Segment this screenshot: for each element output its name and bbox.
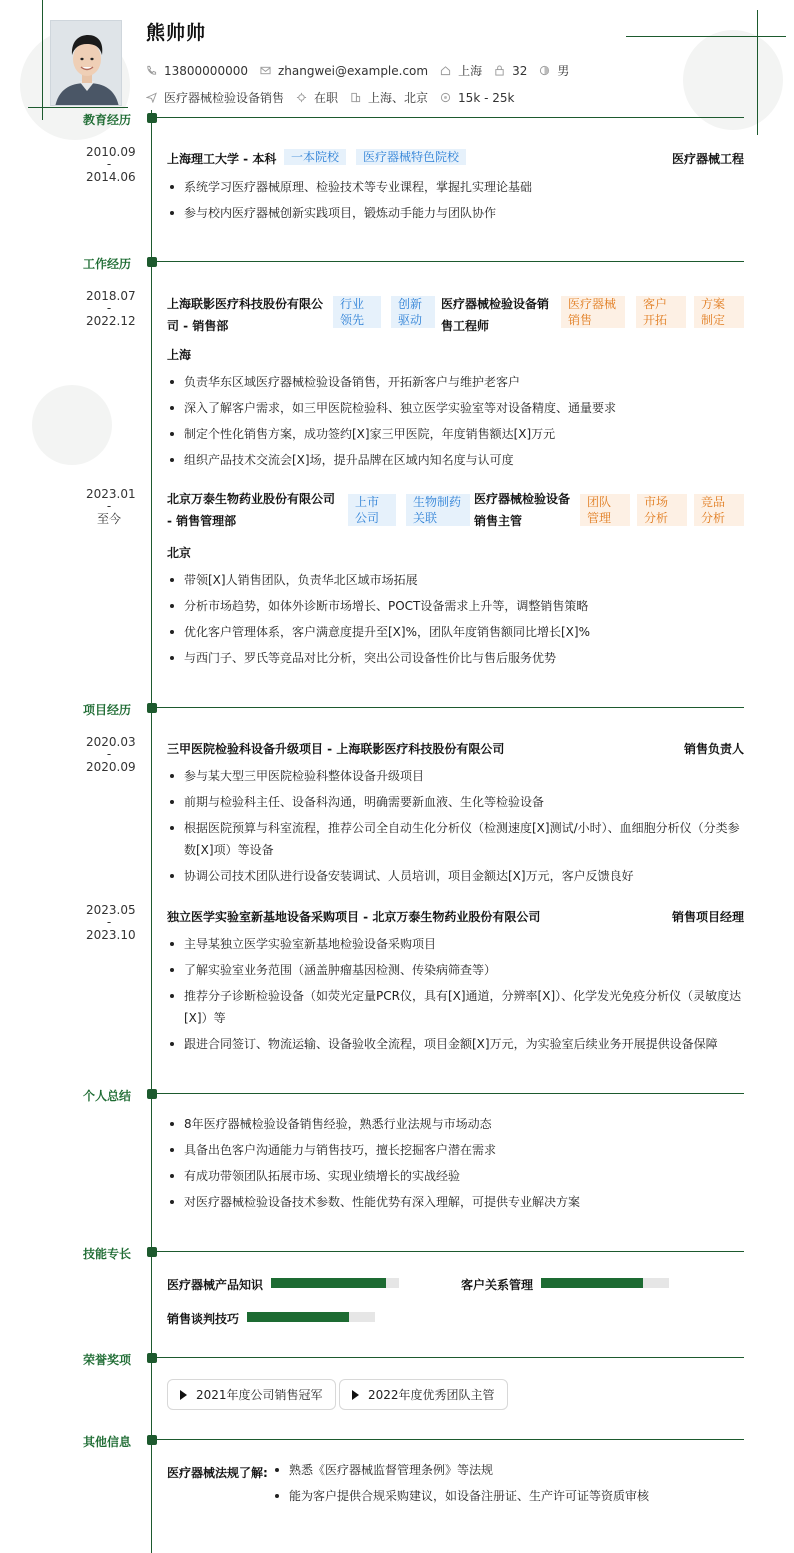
role-line: 医疗器械检验设备销 [441,297,550,311]
age-value: 32 [512,63,528,78]
play-icon [180,1390,187,1400]
project-title: 独立医学实验室新基地设备采购项目 - 北京万泰生物药业股份有限公司 [167,910,541,924]
list-item: 前期与检验科主任、设备科沟通，明确需要新血液、生化等检验设备 [167,789,747,815]
skill-name: 医疗器械产品知识 [167,1278,264,1292]
work-date [86,487,136,526]
date-start: 2023.01 [86,487,136,501]
work-bullets [167,369,747,473]
timeline-axis [151,110,152,1553]
list-item: 负责华东区域医疗器械检验设备销售，开拓新客户与维护老客户 [167,369,747,395]
company-tag [348,494,396,526]
section-divider [157,117,744,118]
work-city: 北京 [167,546,192,560]
company-line: 司 - 销售部 [167,319,229,333]
list-item: 跟进合同签订、物流运输、设备验收全流程，项目金额[X]万元，为实验室后续业务开展提供设备保障 [167,1031,747,1057]
education-tag: 医疗器械特色院校 [356,149,466,165]
role-line: 销售主管 [474,514,523,528]
skill-name: 客户关系管理 [461,1278,534,1292]
list-item: 协调公司技术团队进行设备安装调试、人员培训，项目金额达[X]万元，客户反馈良好 [167,863,747,889]
candidate-name: 熊帅帅 [146,22,207,44]
status-item [296,89,338,106]
list-item: 根据医院预算与科室流程，推荐公司全自动生化分析仪（检测速度[X]测试/小时）、血细胞分析仪（分类参数[X]项）等设备 [167,815,747,863]
section-divider [157,707,744,708]
list-item: 参与校内医疗器械创新实践项目，锻炼动手能力与团队协作 [167,200,747,226]
skill-tag [637,494,687,526]
section-title-other: 其他信息 [83,1435,132,1449]
email-item [260,64,428,78]
list-item: 带领[X]人销售团队，负责华北区域市场拓展 [167,567,747,593]
list-item: 组织产品技术交流会[X]场，提升品牌在区域内知名度与认可度 [167,447,747,473]
company-tag [406,494,470,526]
tag-line: 生物制药 [413,495,462,509]
section-marker [147,113,157,123]
project-bullets [167,931,747,1057]
decor-circle-top-right [683,30,783,130]
phone-value: 13800000000 [164,63,248,78]
gender-value: 男 [557,64,570,78]
skill-bar [541,1278,669,1288]
company-line: 上海联影医疗科技股份有限公 [167,297,324,311]
gender-item [539,62,569,79]
tag-line: 领先 [340,313,365,327]
list-item: 分析市场趋势，如体外诊断市场增长、POCT设备需求上升等，调整销售策略 [167,593,747,619]
tag-line: 开拓 [643,313,668,327]
salary-value: 15k - 25k [458,90,515,105]
skill-bar-fill [541,1278,643,1288]
list-item: 推荐分子诊断检验设备（如荧光定量PCR仪，具有[X]通道，分辨率[X]）、化学发光免疫分析仪（灵敏度达[X]）等 [167,983,747,1031]
age-icon [494,65,505,76]
project-date [86,735,136,774]
tag-line: 行业 [340,297,365,311]
tag-line: 分析 [701,511,726,525]
status-value: 在职 [314,91,339,105]
target-city-item [350,89,428,106]
tag-line: 医疗器械 [568,297,617,311]
coin-icon [440,92,451,103]
list-item: 系统学习医疗器械原理、检验技术等专业课程，掌握扎实理论基础 [167,174,747,200]
summary-bullets [167,1111,747,1215]
section-divider [157,1439,744,1440]
section-divider [157,1093,744,1094]
phone-item [146,64,248,78]
city-value: 上海 [458,64,483,78]
list-item: 深入了解客户需求，如三甲医院检验科、独立医学实验室等对设备精度、通量要求 [167,395,747,421]
target-job-item [146,89,284,106]
section-marker [147,1435,157,1445]
list-item: 与西门子、罗氏等竞品对比分析，突出公司设备性价比与售后服务优势 [167,645,747,671]
target-job-value: 医疗器械检验设备销售 [164,91,285,105]
home-icon [440,65,451,76]
city-item [440,62,482,79]
section-title-projects: 项目经历 [83,703,132,717]
age-item [494,64,527,78]
section-divider [157,1357,744,1358]
role-line: 医疗器械检验设备 [474,492,571,506]
list-item: 能为客户提供合规采购建议，如设备注册证、生产许可证等资质审核 [272,1483,742,1509]
list-item: 有成功带领团队拓展市场、实现业绩增长的实战经验 [167,1163,747,1189]
date-start: 2020.03 [86,735,136,749]
section-marker [147,1247,157,1257]
section-marker [147,257,157,267]
company-tag [333,296,381,328]
section-marker [147,1089,157,1099]
award-badge [167,1379,336,1410]
tag-line: 分析 [644,511,669,525]
tag-line: 管理 [587,511,612,525]
list-item: 8年医疗器械检验设备销售经验，熟悉行业法规与市场动态 [167,1111,747,1137]
date-dash: - [106,499,112,513]
list-item: 主导某独立医学实验室新基地检验设备采购项目 [167,931,747,957]
skill-bar-fill [247,1312,349,1322]
tag-line: 驱动 [398,313,423,327]
decor-line-left-vertical [42,0,43,120]
date-dash: - [106,915,112,929]
section-title-education: 教育经历 [83,113,132,127]
tag-line: 竞品 [701,495,726,509]
skill-bar [247,1312,375,1322]
education-date [86,145,136,184]
tag-line: 客户 [643,297,668,311]
tag-line: 关联 [413,511,438,525]
other-bullets [272,1457,742,1509]
education-bullets [167,174,747,226]
tag-line: 上市 [355,495,380,509]
date-end: 2022.12 [86,314,136,328]
skill-bar [271,1278,399,1288]
list-item: 参与某大型三甲医院检验科整体设备升级项目 [167,763,747,789]
education-major: 医疗器械工程 [671,152,744,166]
list-item: 熟悉《医疗器械监督管理条例》等法规 [272,1457,742,1483]
list-item: 了解实验室业务范围（涵盖肿瘤基因检测、传染病筛查等） [167,957,747,983]
tag-line: 创新 [398,297,423,311]
date-dash: - [106,747,112,761]
mail-icon [260,65,271,76]
education-tag: 一本院校 [284,149,346,165]
date-end: 2020.09 [86,760,136,774]
email-value: zhangwei@example.com [277,63,429,78]
skill-tag [694,494,744,526]
work-role [474,488,570,532]
project-role: 销售负责人 [683,742,744,756]
tag-line: 方案 [701,297,726,311]
send-icon [146,92,157,103]
role-line: 售工程师 [441,319,490,333]
decor-line-left-horizontal [28,107,128,108]
intent-row [146,89,526,106]
contact-row [146,62,581,79]
skill-name: 销售谈判技巧 [167,1312,240,1326]
company-line: 北京万泰生物药业股份有限公司 [167,492,336,506]
section-marker [147,1353,157,1363]
status-icon [296,92,307,103]
section-marker [147,703,157,713]
list-item: 优化客户管理体系，客户满意度提升至[X]%，团队年度销售额同比增长[X]% [167,619,747,645]
list-item: 制定个性化销售方案，成功签约[X]家三甲医院，年度销售额达[X]万元 [167,421,747,447]
tag-line: 公司 [355,511,380,525]
section-divider [157,1251,744,1252]
date-dash: - [106,301,112,315]
avatar [50,20,122,106]
date-start: 2010.09 [86,145,136,159]
tag-line: 团队 [587,495,612,509]
company-tag [391,296,435,328]
date-dash: - [106,157,112,171]
skill-tag [636,296,686,328]
skill-tag [561,296,625,328]
date-end: 2023.10 [86,928,136,942]
tag-line: 市场 [644,495,669,509]
target-city-value: 上海、北京 [368,91,429,105]
project-date [86,903,136,942]
tag-line: 制定 [701,313,726,327]
list-item: 对医疗器械检验设备技术参数、性能优势有深入理解，可提供专业解决方案 [167,1189,747,1215]
award-label: 2021年度公司销售冠军 [196,1388,323,1402]
date-start: 2018.07 [86,289,136,303]
section-title-skills: 技能专长 [83,1247,132,1261]
building-icon [350,92,361,103]
project-role: 销售项目经理 [671,910,744,924]
work-city: 上海 [167,348,192,362]
work-company [167,293,323,337]
other-label: 医疗器械法规了解: [167,1466,268,1480]
salary-item [440,91,514,105]
work-company [167,488,335,532]
decor-line-right-vertical [757,10,758,135]
play-icon [352,1390,359,1400]
date-start: 2023.05 [86,903,136,917]
section-divider [157,261,744,262]
section-title-work: 工作经历 [83,257,132,271]
award-label: 2022年度优秀团队主管 [368,1388,495,1402]
tag-line: 销售 [568,313,593,327]
work-role [441,293,549,337]
education-school: 上海理工大学 - 本科 [167,152,277,166]
work-date [86,289,136,328]
skill-bar-fill [271,1278,386,1288]
decor-line-right-horizontal [626,36,786,37]
section-title-honors: 荣誉奖项 [83,1353,132,1367]
date-end: 2014.06 [86,170,136,184]
project-bullets [167,763,747,889]
date-end: 至今 [96,512,121,526]
project-title: 三甲医院检验科设备升级项目 - 上海联影医疗科技股份有限公司 [167,742,505,756]
skill-tag [580,494,630,526]
skill-tag [694,296,744,328]
work-bullets [167,567,747,671]
decor-circle-mid-left [32,385,112,465]
phone-icon [146,65,157,76]
section-title-summary: 个人总结 [83,1089,132,1103]
list-item: 具备出色客户沟通能力与销售技巧，擅长挖掘客户潜在需求 [167,1137,747,1163]
gender-icon [539,65,550,76]
award-badge [339,1379,508,1410]
company-line: - 销售管理部 [167,514,237,528]
